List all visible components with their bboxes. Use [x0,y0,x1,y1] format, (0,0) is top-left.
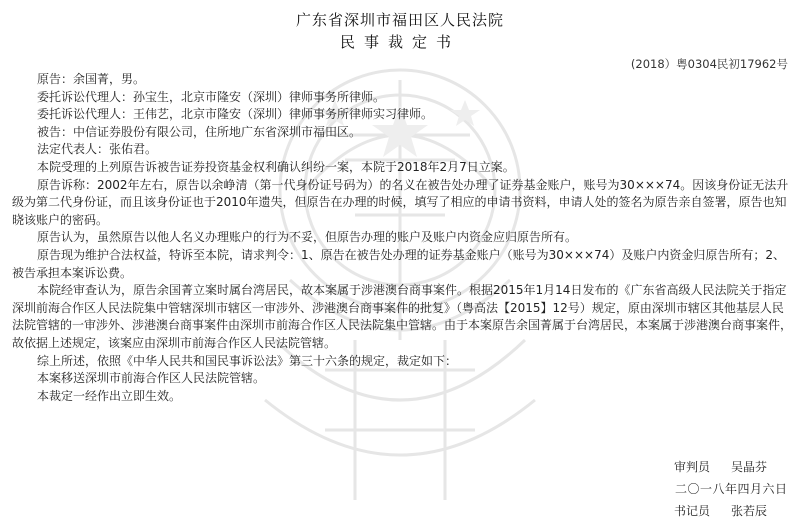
clerk-name: 张若辰 [731,504,768,518]
court-name: 广东省深圳市福田区人民法院 [295,11,504,29]
defendant-line: 被告：中信证券股份有限公司，住所地广东省深圳市福田区。 [37,124,362,139]
ruling-effect-line: 本裁定一经作出立即生效。 [37,388,182,403]
case-number: (2018）粤0304民初17962号 [630,57,788,71]
judge-role: 审判员 [674,460,711,474]
document-body [12,70,792,405]
plaintiff-claim-paragraph: 原告诉称：2002年左右，原告以余峥清（第一代身份证号码为）的名义在被告处办理了证券基金账户，账号为30×××74。因该身份证无法升级为第二代身份证，而且该身份证也于2010年遗失，但原告在办理的时候，填写了相应的申请书资料，申请人处的签名为原告亲自签署，原告也知晓该账户的密码。 [12,177,789,227]
ruling-transfer-line: 本案移送深圳市前海合作区人民法院管辖。 [37,371,266,386]
document-type: 民事裁定书 [339,33,460,51]
plaintiff-line: 原告：余国菁，男。 [37,72,146,86]
ruling-date: 二〇一八年四月六日 [675,482,788,496]
agent-line-2: 委托诉讼代理人：王伟艺，北京市隆安（深圳）律师事务所律师实习律师。 [37,107,434,122]
court-review-paragraph: 本院经审查认为，原告余国菁立案时属台湾居民，故本案属于涉港澳台商事案件。根据2015年1月14日发布的《广东省高级人民法院关于指定深圳前海合作区人民法院集中管辖深圳市辖区一审涉外、涉港澳台商事案件的批复》（粤高法【2015】12号）规定，原由深圳市辖区其他基层人民法院管辖的一审涉外、涉港澳台商事案件由深圳市前海合作区人民法院集中管辖。由于本案原告余国菁属于台湾居民，本案属于涉港澳台商事案件，故依据上述规定，该案应由深圳市前海合作区人民法院管辖。 [12,283,793,350]
case-filing-paragraph: 本院受理的上列原告诉被告证券投资基金权利确认纠纷一案，本院于2018年2月7日立案。 [37,159,515,174]
plaintiff-request-paragraph: 原告现为维护合法权益，特诉至本院，请求判令：1、原告在被告处办理的证券基金账户（账号为30×××74）及账户内资金归原告所有；2、被告承担本案诉讼费。 [12,247,785,280]
clerk-role: 书记员 [674,504,711,518]
judge-name: 吴晶芬 [731,460,768,474]
agent-line-1: 委托诉讼代理人：孙宝生，北京市隆安（深圳）律师事务所律师。 [37,89,386,104]
plaintiff-opinion-paragraph: 原告认为，虽然原告以他人名义办理账户的行为不妥，但原告办理的账户及账户内资金应归原告所有。 [37,230,578,245]
legal-representative-line: 法定代表人：张佑君。 [37,142,158,157]
ruling-basis-paragraph: 综上所述，依照《中华人民共和国民事诉讼法》第三十六条的规定，裁定如下： [37,353,458,368]
